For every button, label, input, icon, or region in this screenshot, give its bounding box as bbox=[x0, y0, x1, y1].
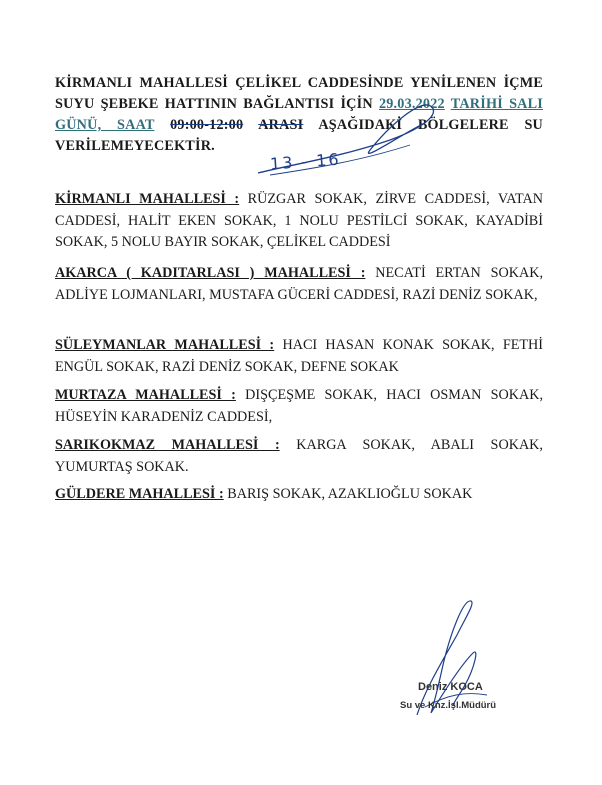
street-list: NECATİ ERTAN SOKAK, ADLİYE LOJMANLARI, MUSTAFA GÜCERİ CADDESİ, RAZİ DENİZ SOKAK, bbox=[55, 265, 544, 303]
header-date: 29.03.2022 bbox=[378, 96, 445, 112]
signatory-name: Deniz KOCA bbox=[418, 681, 483, 693]
neighborhood-name: GÜLDERE MAHALLESİ : bbox=[55, 486, 224, 502]
signatory-title: Su ve Knz.İşl.Müdürü bbox=[400, 700, 497, 711]
neighborhood-name: SARIKOKMAZ MAHALLESİ : bbox=[55, 437, 280, 453]
neighborhood-name: AKARCA ( KADITARLASI ) MAHALLESİ : bbox=[55, 265, 366, 281]
header-between: ARASI bbox=[258, 117, 304, 133]
street-list: BARIŞ SOKAK, AZAKLIOĞLU SOKAK bbox=[227, 486, 473, 502]
neighborhood-section bbox=[55, 335, 543, 378]
street-list: RÜZGAR SOKAK, ZİRVE CADDESİ, VATAN CADDESİ, HALİT EKEN SOKAK, 1 NOLU PESTİLCİ SOKAK, KAYADİBİ SOKAK, 5 NOLU BAYIR SOKAK, ÇELİKEL CADDESİ bbox=[55, 191, 543, 250]
neighborhood-name: KİRMANLI MAHALLESİ : bbox=[55, 191, 240, 207]
neighborhood-name: MURTAZA MAHALLESİ : bbox=[55, 387, 236, 403]
header-day-time-label: TARİHİ SALI GÜNÜ, SAAT bbox=[55, 96, 543, 133]
street-list: DIŞÇEŞME SOKAK, HACI OSMAN SOKAK, HÜSEYİN KARADENİZ CADDESİ, bbox=[55, 387, 544, 425]
header-text-part1: KİRMANLI MAHALLESİ ÇELİKEL CADDESİNDE YENİLENEN İÇME SUYU ŞEBEKE HATTININ BAĞLANTISI İÇİN bbox=[55, 75, 543, 112]
neighborhood-section bbox=[55, 263, 543, 306]
neighborhood-name: SÜLEYMANLAR MAHALLESİ : bbox=[55, 337, 275, 353]
announcement-header bbox=[55, 73, 543, 157]
neighborhood-section bbox=[55, 385, 543, 428]
street-list: HACI HASAN KONAK SOKAK, FETHİ ENGÜL SOKAK, RAZİ DENİZ SOKAK, DEFNE SOKAK bbox=[55, 337, 544, 375]
header-time-range: 09:00-12:00 bbox=[170, 117, 244, 133]
street-list: KARGA SOKAK, ABALI SOKAK, YUMURTAŞ SOKAK. bbox=[55, 437, 543, 475]
neighborhood-section bbox=[55, 189, 543, 254]
neighborhood-section bbox=[55, 435, 543, 478]
neighborhood-section bbox=[55, 484, 543, 506]
header-text-part2: AŞAĞIDAKİ BÖLGELERE SU VERİLEMEYECEKTİR. bbox=[55, 117, 543, 154]
handwritten-note: 13 - 16 bbox=[269, 149, 342, 174]
